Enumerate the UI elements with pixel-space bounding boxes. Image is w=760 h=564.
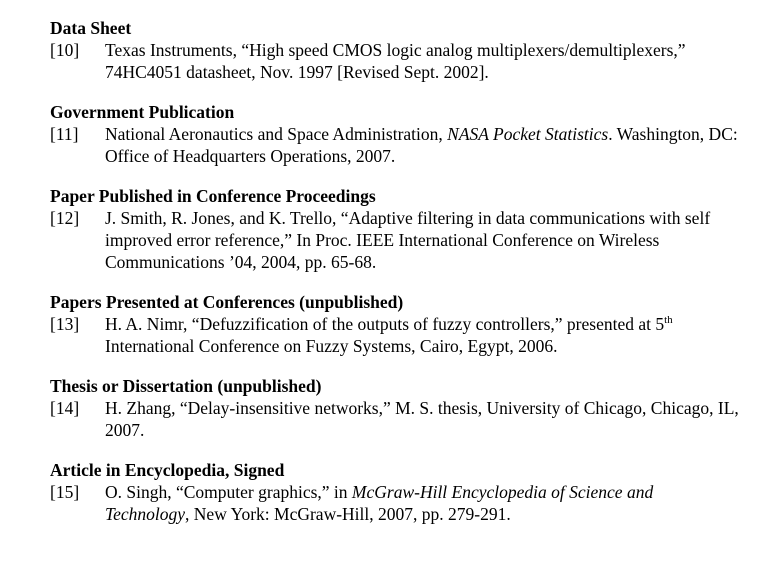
reference-text — [105, 481, 740, 525]
section-heading: Data Sheet — [50, 18, 132, 38]
section-conference-unpublished — [50, 292, 740, 357]
reference-text-part: , New York: McGraw-Hill, 2007, pp. 279-291. — [185, 504, 511, 524]
section-encyclopedia — [50, 460, 740, 525]
reference-entry — [50, 207, 740, 273]
reference-title-italic: McGraw-Hill Encyclopedia of Science and Technology — [105, 482, 654, 524]
section-heading: Paper Published in Conference Proceedings — [50, 186, 376, 206]
ordinal-superscript: th — [664, 314, 673, 327]
reference-number: [15] — [50, 482, 80, 502]
section-heading: Government Publication — [50, 102, 235, 122]
reference-number: [12] — [50, 208, 80, 228]
reference-number: [11] — [50, 124, 79, 144]
reference-text — [105, 123, 740, 167]
section-heading: Papers Presented at Conferences (unpublished) — [50, 292, 404, 312]
reference-title-italic: NASA Pocket Statistics — [447, 124, 609, 144]
reference-text-part: Texas Instruments, “High speed CMOS logic analog multiplexers/demultiplexers,” 74HC4051 datasheet, Nov. 1997 [Revised Sept. 2002]. — [105, 40, 686, 82]
reference-text — [105, 39, 740, 83]
reference-text — [105, 207, 740, 273]
section-thesis — [50, 376, 740, 441]
section-conference-proceedings — [50, 186, 740, 273]
reference-number: [13] — [50, 314, 80, 334]
reference-text-part: J. Smith, R. Jones, and K. Trello, “Adaptive filtering in data communications with self improved error reference,” In Proc. IEEE International Conference on Wireless Communications ’04, 2004, pp. 65-68. — [105, 208, 711, 272]
reference-number: [14] — [50, 398, 80, 418]
section-heading: Article in Encyclopedia, Signed — [50, 460, 285, 480]
reference-text-part: . Washington, DC: Office of Headquarters Operations, 2007. — [105, 124, 738, 166]
reference-entry — [50, 123, 740, 167]
section-government-publication — [50, 102, 740, 167]
reference-entry — [50, 313, 740, 357]
reference-entry — [50, 39, 740, 83]
reference-text — [105, 397, 740, 441]
reference-list — [50, 18, 740, 544]
reference-text-part: H. A. Nimr, “Defuzzification of the outputs of fuzzy controllers,” presented at 5 — [105, 314, 665, 334]
reference-text-part: International Conference on Fuzzy Systems, Cairo, Egypt, 2006. — [105, 336, 558, 356]
reference-text-part: H. Zhang, “Delay-insensitive networks,” M. S. thesis, University of Chicago, Chicago, IL, 2007. — [105, 398, 739, 440]
section-heading: Thesis or Dissertation (unpublished) — [50, 376, 322, 396]
reference-entry — [50, 397, 740, 441]
section-data-sheet — [50, 18, 740, 83]
reference-text-part: National Aeronautics and Space Administration, — [105, 124, 448, 144]
reference-text — [105, 313, 740, 357]
reference-number: [10] — [50, 40, 80, 60]
reference-text-part: O. Singh, “Computer graphics,” in — [105, 482, 352, 502]
reference-entry — [50, 481, 740, 525]
